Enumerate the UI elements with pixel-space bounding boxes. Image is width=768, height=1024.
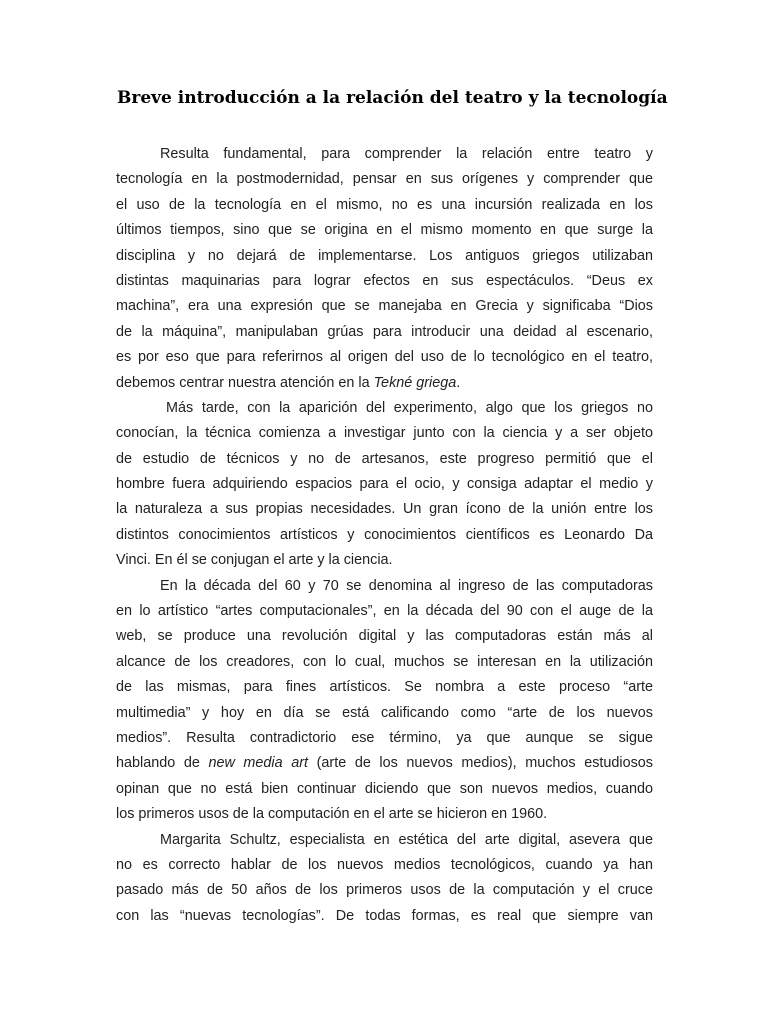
line-text: la naturaleza a sus propias necesidades. Un gran ícono de la unión entre los bbox=[116, 501, 653, 518]
text-line bbox=[116, 218, 653, 243]
text-line bbox=[116, 497, 653, 522]
line-text: multimedia” y hoy en día se está calificando como “arte de los nuevos bbox=[116, 704, 653, 721]
italic-term: Tekné griega bbox=[373, 374, 457, 391]
text-line bbox=[116, 802, 653, 827]
text-line bbox=[116, 904, 653, 929]
line-text: disciplina y no dejará de implementarse. Los antiguos griegos utilizaban bbox=[116, 247, 653, 264]
paragraph bbox=[116, 142, 653, 396]
text-line bbox=[116, 294, 653, 319]
text-line bbox=[116, 320, 653, 345]
line-text: Vinci. En él se conjugan el arte y la ciencia. bbox=[116, 552, 393, 569]
line-text: Margarita Schultz, especialista en estética del arte digital, asevera que bbox=[160, 831, 653, 848]
line-text: de las mismas, para fines artísticos. Se nombra a este proceso “arte bbox=[116, 679, 653, 696]
text-line bbox=[116, 624, 653, 649]
line-text: pasado más de 50 años de los primeros usos de la computación y el cruce bbox=[116, 882, 653, 899]
text-line bbox=[116, 650, 653, 675]
line-text: es por eso que para referirnos al origen del uso de lo tecnológico en el teatro, bbox=[116, 349, 653, 366]
text-line bbox=[116, 675, 653, 700]
line-text: el uso de la tecnología en el mismo, no es una incursión realizada en los bbox=[116, 196, 653, 213]
text-line bbox=[116, 523, 653, 548]
text-line bbox=[116, 574, 653, 599]
text-line bbox=[116, 828, 653, 853]
text-line bbox=[116, 751, 653, 776]
italic-term: new media art bbox=[208, 755, 309, 772]
line-text: Más tarde, con la aparición del experimento, algo que los griegos no bbox=[166, 399, 653, 416]
text-line bbox=[116, 726, 653, 751]
line-text: tecnología en la postmodernidad, pensar en sus orígenes y comprender que bbox=[116, 171, 653, 188]
line-text: distintos conocimientos artísticos y conocimientos científicos es Leonardo Da bbox=[116, 526, 653, 543]
line-text: medios”. Resulta contradictorio ese término, ya que aunque se sigue bbox=[116, 729, 653, 746]
line-text: los primeros usos de la computación en el arte se hicieron en 1960. bbox=[116, 806, 548, 823]
line-text: no es correcto hablar de los nuevos medios tecnológicos, cuando ya han bbox=[116, 856, 653, 873]
text-line bbox=[116, 599, 653, 624]
text-line bbox=[116, 142, 653, 167]
line-text: hombre fuera adquiriendo espacios para el ocio, y consiga adaptar el medio y bbox=[116, 476, 653, 493]
line-text: de estudio de técnicos y no de artesanos, este progreso permitió que el bbox=[116, 450, 653, 467]
line-text: web, se produce una revolución digital y las computadoras están más al bbox=[116, 628, 653, 645]
text-line bbox=[116, 167, 653, 192]
line-text-continued: (arte de los nuevos medios), muchos estudiosos bbox=[308, 755, 653, 772]
text-line bbox=[116, 472, 653, 497]
text-line bbox=[116, 396, 653, 421]
text-line bbox=[116, 345, 653, 370]
line-text: opinan que no está bien continuar diciendo que son nuevos medios, cuando bbox=[116, 780, 653, 797]
line-text: en lo artístico “artes computacionales”, en la década del 90 con el auge de la bbox=[116, 603, 653, 620]
text-line bbox=[116, 421, 653, 446]
text-line bbox=[116, 244, 653, 269]
line-text: Resulta fundamental, para comprender la relación entre teatro y bbox=[160, 146, 653, 162]
document-body bbox=[116, 142, 653, 929]
line-text-continued: . bbox=[456, 374, 461, 391]
line-text: distintas maquinarias para lograr efectos en sus espectáculos. “Deus ex bbox=[116, 272, 653, 289]
document-title: Breve introducción a la relación del teatro y la tecnología bbox=[117, 88, 668, 108]
line-text: últimos tiempos, sino que se origina en el mismo momento en que surge la bbox=[116, 222, 653, 239]
paragraph bbox=[116, 396, 653, 574]
line-text: debemos centrar nuestra atención en la bbox=[116, 374, 374, 391]
paragraph bbox=[116, 574, 653, 828]
line-text: machina”, era una expresión que se manejaba en Grecia y significaba “Dios bbox=[116, 298, 653, 315]
line-text: de la máquina”, manipulaban grúas para introducir una deidad al escenario, bbox=[116, 323, 653, 340]
text-line bbox=[116, 878, 653, 903]
line-text: En la década del 60 y 70 se denomina al ingreso de las computadoras bbox=[160, 577, 653, 594]
text-line bbox=[116, 447, 653, 472]
text-line bbox=[116, 701, 653, 726]
text-line bbox=[116, 193, 653, 218]
line-text: alcance de los creadores, con lo cual, muchos se interesan en la utilización bbox=[116, 653, 653, 670]
text-line bbox=[116, 548, 653, 573]
text-line bbox=[116, 269, 653, 294]
text-line bbox=[116, 853, 653, 878]
text-line bbox=[116, 777, 653, 802]
line-text: hablando de bbox=[116, 755, 209, 772]
line-text: conocían, la técnica comienza a investigar junto con la ciencia y a ser objeto bbox=[116, 425, 653, 442]
line-text: con las “nuevas tecnologías”. De todas formas, es real que siempre van bbox=[116, 907, 653, 924]
text-line bbox=[116, 371, 653, 396]
paragraph bbox=[116, 828, 653, 930]
